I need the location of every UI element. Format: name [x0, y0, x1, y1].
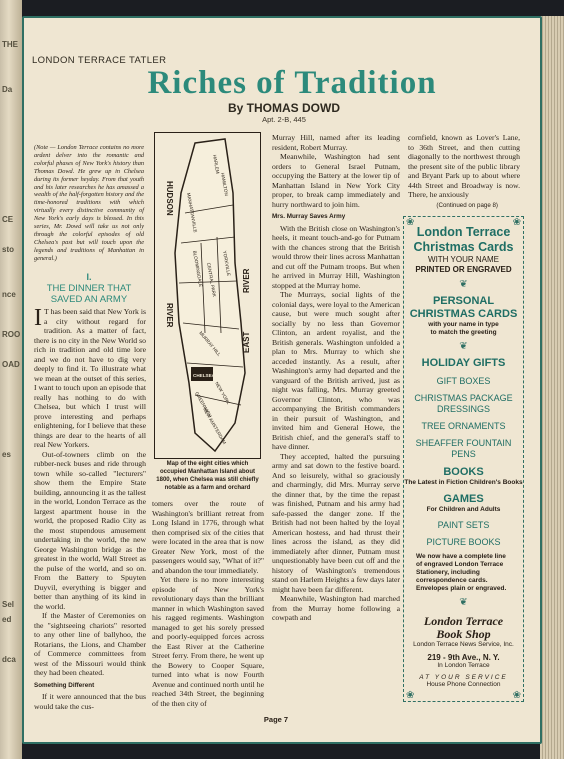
- ad-text: In London Terrace: [437, 662, 490, 669]
- binding-fragment: es: [2, 450, 11, 459]
- ad-heading: HOLIDAY GIFTS: [421, 357, 506, 369]
- editor-note: (Note — London Terrace contains no more ardent delver into the romantic and colorful phases of New York's history than Thomas Dowd. He grew up in Chelsea during its former heyday. From that youth and his later researches he has amassed a wealth of the half-forgotten history and the time-honored traditions with which virtually every distinctive community of New York's early days is blessed. In this series, Mr. Dowd will take us not only through the colorful episodes of old Chelsea's past but will touch upon the legends and traditions of Manhattan in general.): [34, 144, 144, 262]
- ad-text: The Latest in Fiction Children's Books: [404, 479, 523, 486]
- shop-name: Book Shop: [436, 627, 491, 641]
- paragraph: With the British close on Washington's heels, it meant touch-and-go for Putnam with the chances strong that the British would throw their lines across Manhattan and cut off the Putnam troops. But when he arrived in Murray Hill, Washington stopped at the Murray home.: [272, 223, 400, 290]
- map-label: NEW AMSTERDAM: [202, 407, 228, 446]
- page-stack-edge: [540, 16, 564, 759]
- ad-text: AT YOUR SERVICE: [419, 674, 508, 681]
- ornament-icon: ❦: [459, 597, 468, 608]
- ad-text: PRINTED OR ENGRAVED: [415, 265, 512, 274]
- drop-cap: I: [34, 305, 42, 331]
- binding-fragment: CE: [2, 215, 14, 224]
- corner-ornament-icon: ❀: [406, 690, 415, 701]
- paragraph: Yet there is no more interesting episode of New York's revolutionary days than the brilliant manner in which Washington saved his ragged regiments. Washington managed to get his sorely pressed and poorly-equipped forces across the East River at the Catherine Street ferry. From there, he went up the Bowery to Cooper Square, turned into what is now Fourth Avenue and continued north until he reached 34th Street, the beginning of the then city of: [152, 575, 264, 708]
- subheading: Something Different: [34, 681, 95, 689]
- binding-fragment: ed: [2, 615, 12, 624]
- binding-fragment: OAD: [2, 360, 20, 369]
- binding-fragment: nce: [2, 290, 16, 299]
- map-caption: Map of the eight cities which occupied Manhattan Island about 1800, when Chelsea was still chiefly notable as a farm and orchard: [156, 461, 259, 491]
- label-east: EAST: [242, 331, 251, 353]
- ad-heading: GAMES: [443, 493, 484, 505]
- label-river-east: RIVER: [242, 268, 251, 293]
- continued-note: (Continued on page 8): [436, 201, 498, 209]
- map-label: HARLEM: [212, 154, 221, 175]
- map-label: CHELSEA: [193, 373, 215, 378]
- article-column-1: [34, 307, 146, 711]
- label-river-west: RIVER: [165, 303, 174, 328]
- ornament-icon: ❦: [459, 341, 468, 352]
- label-hudson: HUDSON: [165, 181, 174, 216]
- ad-text: to match the greeting: [430, 329, 497, 336]
- binding-fragment: ROO: [2, 330, 21, 339]
- map-label: BLOOMINGDALE: [192, 250, 204, 288]
- manhattan-map: [154, 132, 261, 459]
- ad-text: WITH YOUR NAME: [428, 255, 499, 264]
- page-number: Page 7: [263, 715, 289, 724]
- map-label: CENTRAL PARK: [206, 262, 217, 298]
- ad-item: SHEAFFER FOUNTAIN PENS: [415, 438, 512, 459]
- ad-item: GIFT BOXES: [436, 376, 491, 386]
- publication-name: LONDON TERRACE TATLER: [32, 55, 167, 66]
- paragraph: T has been said that New York is a city without regard for tradition. As a matter of fact, there is no city in the New World so rich in tradition and old time lore and we do not have to dig very deeply to find it. To illustrate what we mean at the outset of this series, I want to touch upon an episode that really has nothing to do with Chelsea, but which I trust will prove interesting and perhaps enlightening, for I believe that these things are dear to the hearts of all real New Yorkers.: [34, 307, 146, 449]
- corner-ornament-icon: ❀: [406, 217, 415, 228]
- map-label: YORKVILLE: [222, 250, 232, 277]
- paragraph: Meanwhile, Washington had sent orders to General Israel Putnam, occupying the Battery at the lower tip of Manhattan Island in New York City proper, to break camp immediately and hurry northward to join him.: [272, 152, 400, 209]
- binding-fragment: THE: [2, 40, 18, 49]
- map-label: NEW YORK: [214, 381, 231, 406]
- ad-heading: Christmas Cards: [413, 240, 514, 254]
- ad-text: House Phone Connection: [426, 681, 501, 688]
- section-number: I.: [86, 272, 92, 282]
- paragraph: If it were announced that the bus would take the cus-: [34, 692, 146, 711]
- binding-fragment: sto: [2, 245, 14, 254]
- paragraph: They accepted, halted the pursuing army and sat down to the festive board. And so leisurely, withal so graciously and charmingly, did Mrs. Murray serve the dinner that, by the time the repast was finished, Putnam and his army had safe-passed the danger zone. If the British had not been halted by the loyal American hostess, and had thrust their lines across the island, as they did immediately after dinner, Putnam must unquestionably have been cut off and the history of Washington's tremendous stand on Harlem Heights a few days later might have been far different.: [272, 451, 400, 594]
- section-title: THE DINNER THAT SAVED AN ARMY: [46, 283, 132, 305]
- ad-text: For Children and Adults: [426, 506, 501, 513]
- ad-text: with your name in type: [428, 321, 499, 328]
- paragraph: If the Master of Ceremonies on the "sightseeing chariots" resorted to any other line of ballyhoo, the Rotarians, the Lions, and Chamber of Commerce committees from west of the Missouri would think they had been cheated.: [34, 611, 146, 677]
- paragraph: Meanwhile, Washington had marched from the Murray home following a cowpath and: [272, 594, 400, 622]
- map-label: MANHATTANVILLE: [186, 192, 198, 233]
- paragraph: Murray Hill, named after its leading resident, Robert Murray.: [272, 133, 400, 152]
- ad-heading: BOOKS: [443, 466, 484, 478]
- binding-fragment: dca: [2, 655, 16, 664]
- article-column-3: [272, 133, 400, 623]
- bookshop-advertisement: [403, 216, 524, 702]
- paragraph: tomers over the route of Washington's brilliant retreat from Long Island in 1776, through what then comprised six of the cities that were located in the area that is now Greater New York, most of the passengers would say, "What of it?" and abandon the tour immediately.: [152, 499, 264, 575]
- byline: By THOMAS DOWD: [228, 101, 340, 115]
- binding-fragment: Da: [2, 85, 13, 94]
- paragraph: The Murrays, social lights of the colonial days, were loyal to the American cause, but were much sought after socially by no less than Governor Clinton, an ardent royalist, and the British generals. Washington unfolded a plan to Mrs. Murray to which she acceded instantly. As a result, after Washington's army had departed and the vanguard of the British arrived, just as night was falling, Mrs. Murray greeted Governor Clinton, who was accompanying the British commanders in their pursuit of Washington, and invited him and General Howe, the British chief, and the general's staff to have dinner.: [272, 290, 400, 451]
- subheading: Mrs. Murray Saves Army: [272, 213, 346, 220]
- author-address: Apt. 2-B, 445: [262, 115, 306, 124]
- magazine-page: [22, 16, 542, 744]
- map-illustration: [155, 133, 259, 457]
- ad-text: We now have a complete line of engraved London Terrace Stationery, including correspondence cards. Envelopes plain or engraved.: [416, 553, 507, 592]
- ad-heading: CHRISTMAS CARDS: [409, 308, 518, 320]
- paragraph: Out-of-towners climb on the rubber-neck buses and ride through town while so-called "lecturers" show them the Empire State building, announcing it as the tallest in the world, London Terrace as the largest apartment house in the world, the proposed Radio City as the most stupendous amusement undertaking in the world, the new George Washington bridge as the greatest in the world, Wall Street as the pulse of the world, and so on. From the Battery to Spuyten Duyvil, everything is bigger and better than anything of its kind in the world.: [34, 449, 146, 611]
- paragraph: cornfield, known as Lover's Lane, to 36th Street, and then cutting diagonally to the northwest through the present site of the public library and Bryant Park up to about where 44th Street and Broadway is now. There, he anxiously: [408, 133, 520, 199]
- article-column-2: [152, 499, 264, 708]
- ad-item: PICTURE BOOKS: [426, 537, 501, 547]
- map-label: GREENWICH: [194, 391, 213, 419]
- ad-item: TREE ORNAMENTS: [421, 421, 506, 431]
- ad-text: London Terrace News Service, Inc.: [413, 641, 514, 648]
- ornament-icon: ❦: [459, 279, 468, 290]
- ad-item: PAINT SETS: [437, 520, 490, 530]
- shop-name: London Terrace: [423, 614, 504, 628]
- ad-item: CHRISTMAS PACKAGE DRESSINGS: [414, 393, 513, 414]
- article-title: Riches of Tradition: [147, 65, 437, 101]
- article-column-4: [408, 133, 520, 210]
- ad-heading: London Terrace: [416, 225, 511, 239]
- previous-page-binding: [0, 0, 22, 759]
- shop-address: 219 - 9th Ave., N. Y.: [427, 653, 500, 662]
- corner-ornament-icon: ❀: [512, 217, 521, 228]
- binding-fragment: Sel: [2, 600, 15, 609]
- ad-heading: PERSONAL: [432, 295, 495, 307]
- corner-ornament-icon: ❀: [512, 690, 521, 701]
- map-label: MURRAY HILL: [198, 330, 222, 357]
- map-label: HAMILTON: [220, 172, 229, 197]
